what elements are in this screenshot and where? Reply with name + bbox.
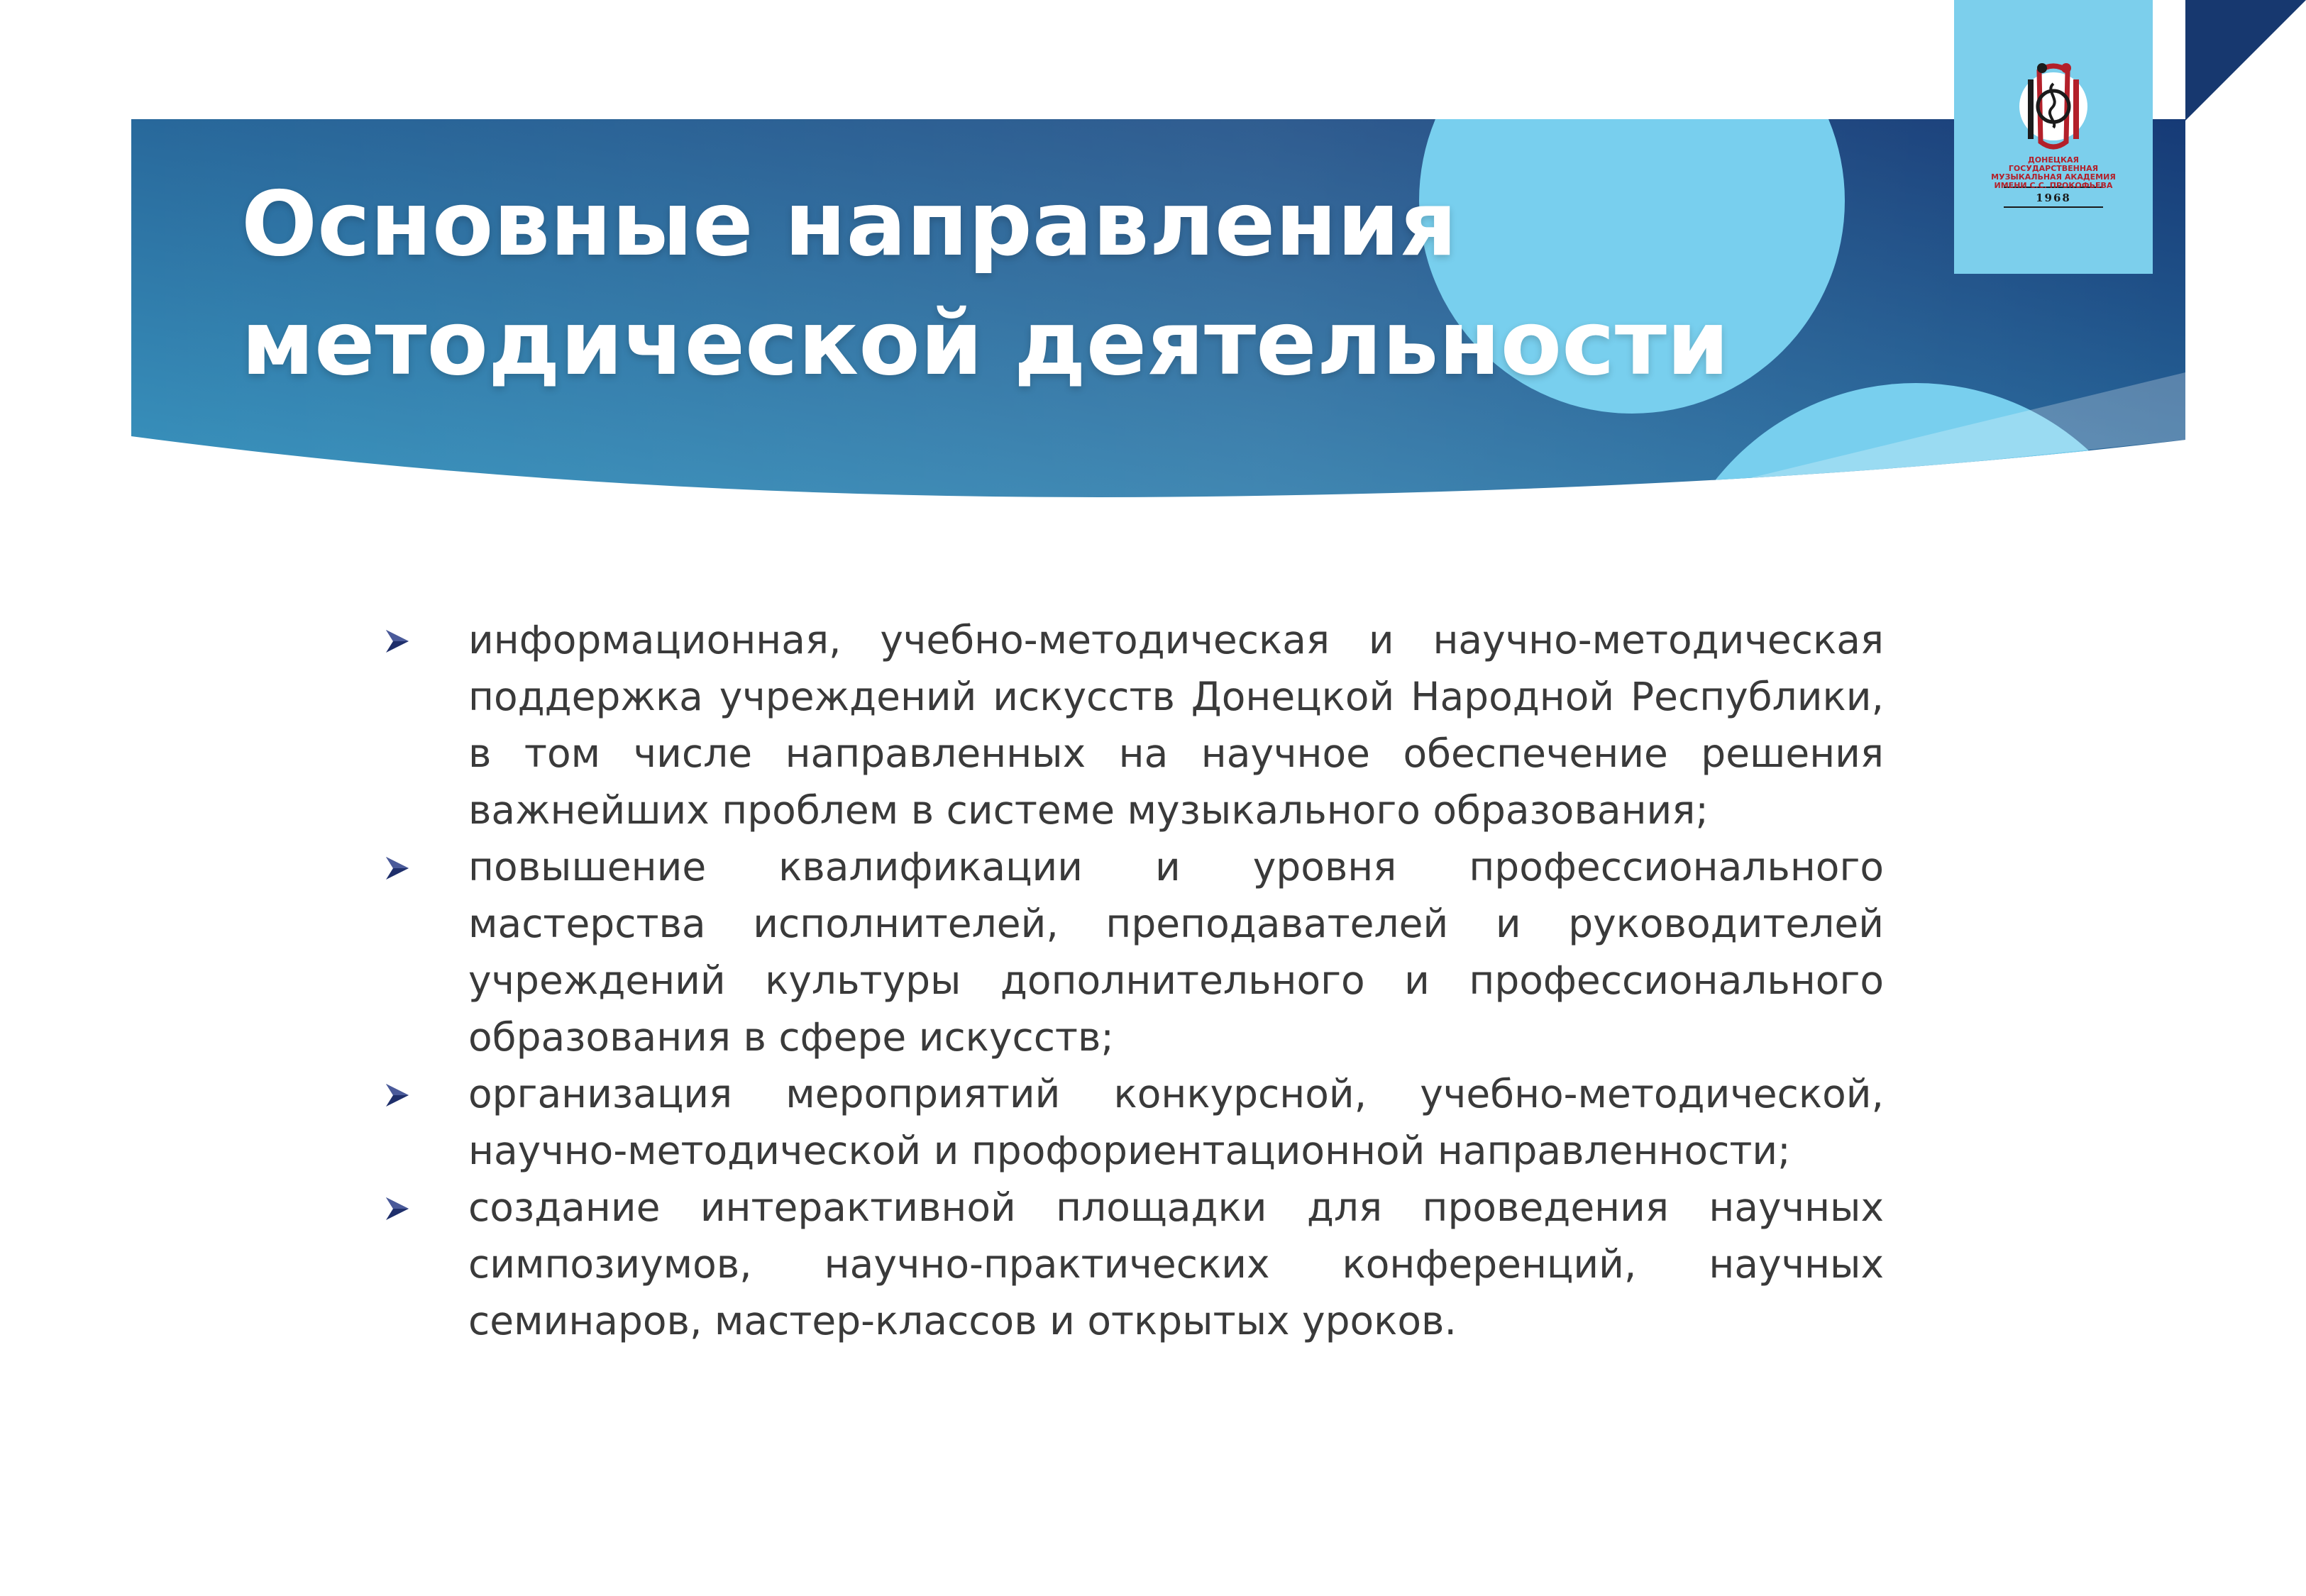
list-item bbox=[383, 1065, 1884, 1179]
list-item bbox=[383, 1179, 1884, 1349]
list-item bbox=[383, 838, 1884, 1065]
slide-title-line-1: Основные направления bbox=[241, 172, 1457, 276]
directions-list bbox=[383, 611, 1884, 1349]
list-item-text: повышение квалификации и уровня профессионального мастерства исполнителей, преподавателей и руководителей учреждений культуры дополнительного и профессионального образования в сфере искусств; bbox=[468, 844, 1884, 1060]
logo-year: 1968 bbox=[2036, 192, 2071, 204]
list-item-text: создание интерактивной площадки для проведения научных симпозиумов, научно-практических конференций, научных семинаров, мастер-классов и открытых уроков. bbox=[468, 1185, 1884, 1343]
list-item bbox=[383, 611, 1884, 838]
arrowhead-bullet-icon bbox=[383, 854, 412, 882]
arrowhead-bullet-icon bbox=[383, 1195, 412, 1223]
corner-triangle bbox=[2185, 0, 2306, 121]
arrowhead-bullet-icon bbox=[383, 627, 412, 655]
list-item-text: организация мероприятий конкурсной, учебно-методической, научно-методической и профориентационной направленности; bbox=[468, 1071, 1884, 1173]
slide-title bbox=[241, 165, 1729, 403]
slide-title-line-2: методической деятельности bbox=[241, 291, 1730, 395]
logo-text: ДОНЕЦКАЯ ГОСУДАРСТВЕННАЯ МУЗЫКАЛЬНАЯ АКАДЕМИЯ ИМЕНИ С.С. ПРОКОФЬЕВА bbox=[1991, 155, 2116, 190]
list-item-text: информационная, учебно-методическая и научно-методическая поддержка учреждений искусств Донецкой Народной Республики, в том числе направленных на научное обеспечение решения важнейших проблем в системе музыкального образования; bbox=[468, 617, 1884, 833]
logo-panel bbox=[1954, 0, 2153, 274]
arrowhead-bullet-icon bbox=[383, 1081, 412, 1109]
academy-logo-icon bbox=[1954, 0, 2153, 274]
